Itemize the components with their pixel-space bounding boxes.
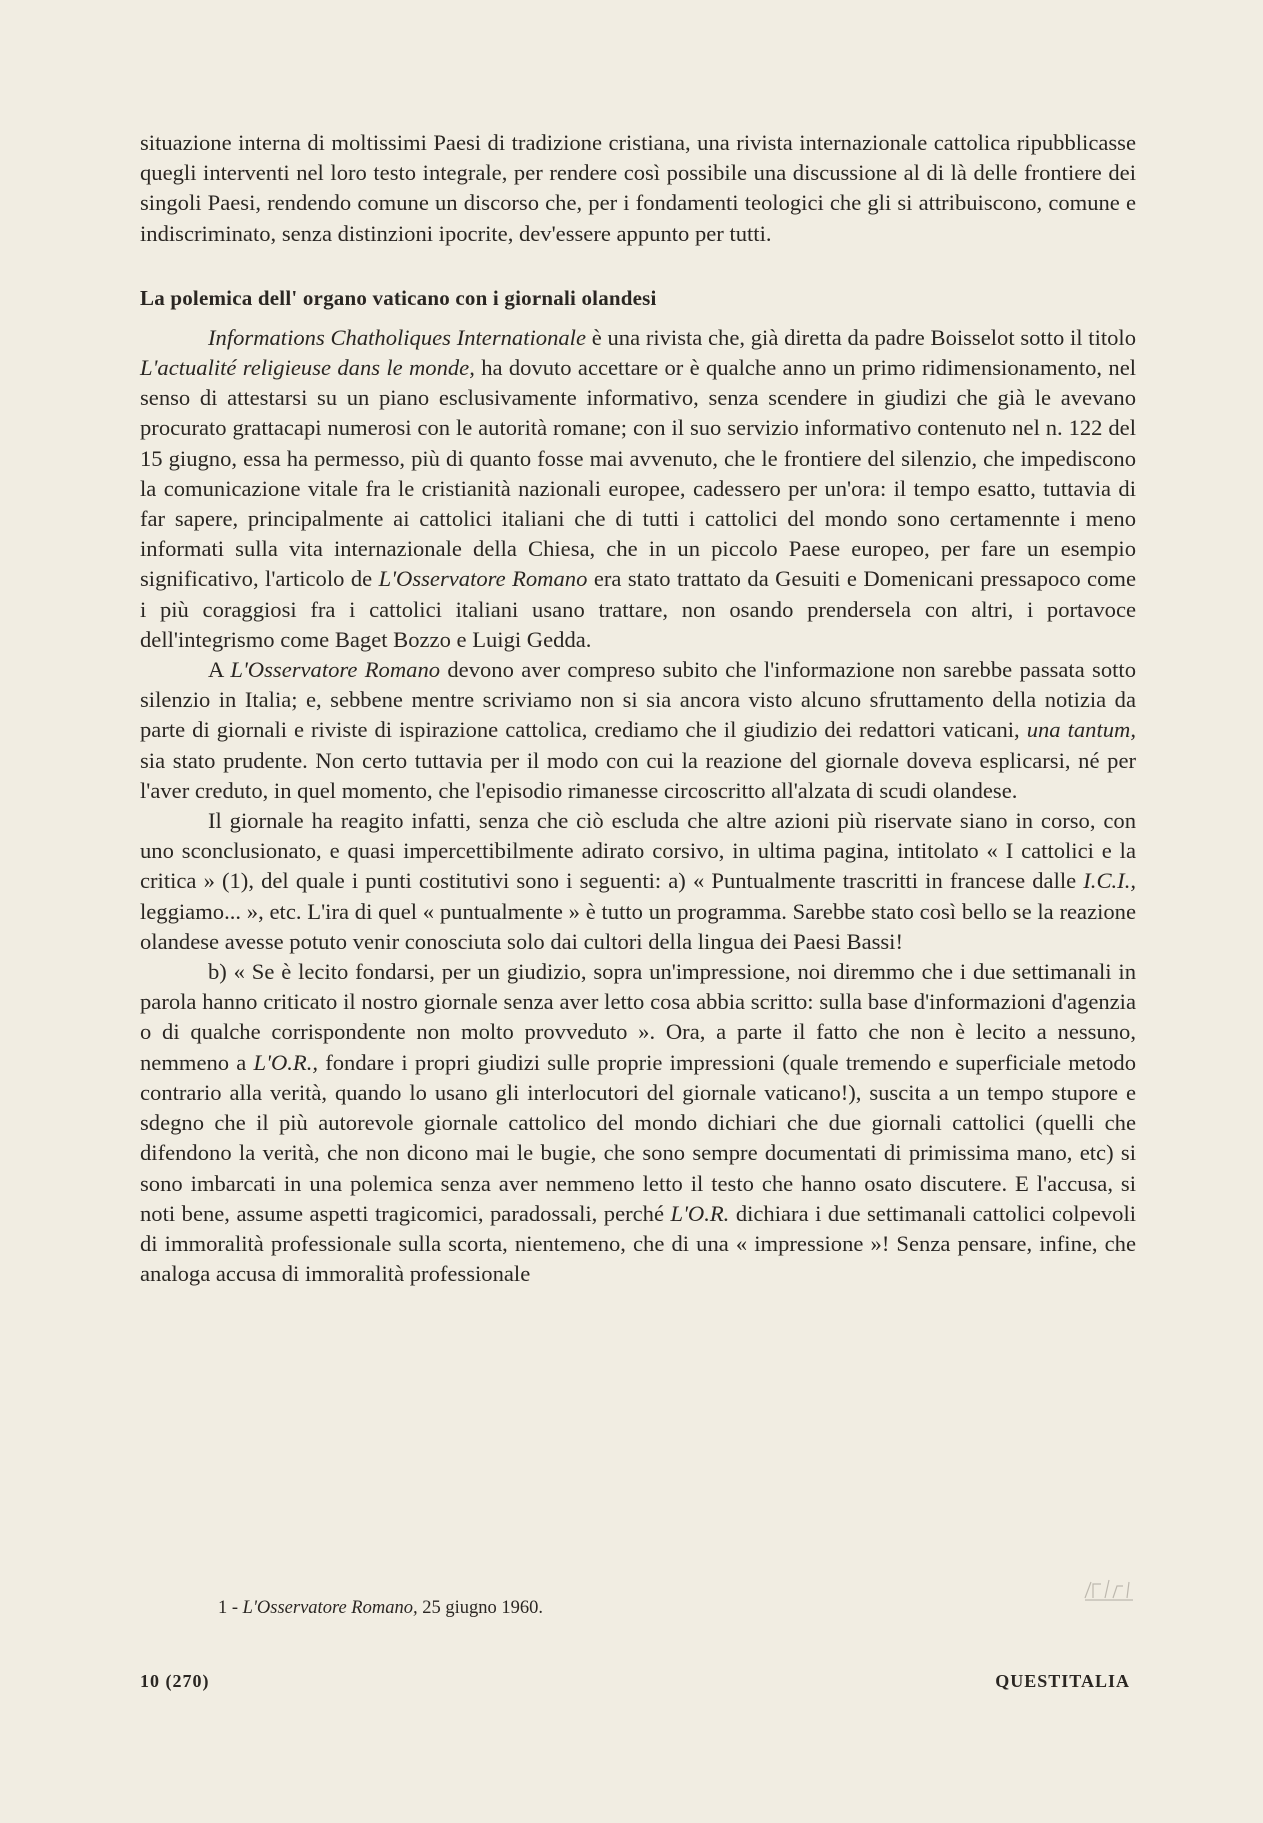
italic-phrase: L'O.R., xyxy=(253,1049,319,1075)
footnote-number: 1 - xyxy=(218,1598,243,1618)
paragraph-text: A xyxy=(208,657,231,683)
body-text xyxy=(140,128,1136,1289)
paragraph-text: b) « Se è lecito fondarsi, per un giudizio, sopra un'impressione, noi diremmo che i due settimanali in parola hanno criticato il nostro giornale senza aver letto cosa abbia scritto: sulla base d'informazioni d'agenzia o di qualche corrispondente non molto provveduto ». Ora, a parte il fatto che non è lecito a nessuno, nemmeno a xyxy=(140,959,1136,1075)
paragraph-text: situazione interna di moltissimi Paesi di tradizione cristiana, una rivista internazionale cattolica ripubblicasse quegli interventi nel loro testo integrale, per rendere così possibile una discussione al di là delle frontiere dei singoli Paesi, rendendo comune un discorso che, per i fondamenti teologici che gli si attribuiscono, comune e indiscriminato, senza distinzioni ipocrite, dev'essere appunto per tutti. xyxy=(140,130,1136,246)
footnote-title: L'Osservatore Romano, xyxy=(242,1598,418,1618)
paragraph-text: era stato trattato da Gesuiti e Domenicani pressapoco come i più coraggiosi fra i cattolici italiani usano trattare, non osando prendersela con altri, i portavoce dell'integrismo come Baget Bozzo e Luigi Gedda. xyxy=(140,566,1136,652)
section-heading: La polemica dell' organo vaticano con i giornali olandesi xyxy=(140,285,657,310)
paragraph-text: è una rivista che, già diretta da padre Boisselot sotto il titolo xyxy=(585,324,1136,350)
journal-title: L'actualité religieuse dans le monde, xyxy=(140,355,475,381)
journal-title: Informations Chatholiques Internationale xyxy=(208,324,586,350)
journal-title: L'Osservatore Romano xyxy=(378,566,588,592)
paragraph xyxy=(140,957,1136,1289)
footnote xyxy=(218,1596,543,1620)
paragraph-text: fondare i propri giudizi sulle proprie impressioni (quale tremendo e superficiale metodo contrario alla verità, quando lo usano gli interlocutori del giornale vaticano!), suscita a un tempo stupore e sdegno che il più autorevole giornale cattolico del mondo dichiari che due giornali cattolici (quelli che difendono la verità, che non dicono mai le bugie, che sono sempre documentati di primissima mano, etc) si sono imbarcati in una polemica senza aver nemmeno letto il testo che hanno osato discutere. E l'accusa, si noti bene, assume aspetti tragicomici, paradossali, perché xyxy=(140,1049,1137,1226)
journal-title: L'Osservatore Romano xyxy=(230,657,441,683)
paragraph-text: dichiara i due settimanali cattolici colpevoli di immoralità professionale sulla scorta, nientemeno, che di una « impressione »! Senza pensare, infine, che analoga accusa di immoralità professionale xyxy=(140,1200,1137,1287)
ink-smudge-icon xyxy=(1083,1578,1135,1602)
paragraph xyxy=(140,655,1136,806)
paragraph-text: leggiamo... », etc. L'ira di quel « puntualmente » è tutto un programma. Sarebbe stato così bello se la reazione olandese avesse potuto venir conosciuta solo dai cultori della lingua dei Paesi Bassi! xyxy=(140,898,1136,954)
italic-phrase: I.C.I., xyxy=(1083,868,1136,894)
running-footer-title: QUESTITALIA xyxy=(995,1671,1130,1691)
page-number: 10 (270) xyxy=(140,1671,210,1691)
footnote-text: 25 giugno 1960. xyxy=(417,1598,543,1618)
paragraph-text: ha dovuto accettare or è qualche anno un primo ridimensionamento, nel senso di attestarsi su un piano esclusivamente informativo, senza scendere in giudizi che già le avevano procurato grattacapi numerosi con le autorità romane; con il suo servizio informativo contenuto nel n. 122 del 15 giugno, essa ha permesso, più di quanto fosse mai avvenuto, che le frontiere del silenzio, che impediscono la comunicazione vitale fra le cristianità nazionali europee, cadessero per un'ora: il tempo esatto, tuttavia di far sapere, principalmente ai cattolici italiani che di tutti i cattolici del mondo sono certamennte i meno informati sulla vita internazionale della Chiesa, che in un piccolo Paese europeo, per fare un esempio significativo, l'articolo de xyxy=(140,355,1136,592)
paragraph-continuation xyxy=(140,128,1136,249)
paragraph-text: Il giornale ha reagito infatti, senza che ciò escluda che altre azioni più riservate siano in corso, con uno sconclusionato, e quasi impercettibilmente adirato corsivo, in ultima pagina, intitolato « I cattolici e la critica » (1), del quale i punti costitutivi sono i seguenti: a) « Puntualmente trascritti in francese dalle xyxy=(140,808,1136,894)
italic-phrase: una tantum, xyxy=(1026,717,1136,743)
paragraph xyxy=(140,806,1136,957)
paragraph xyxy=(140,323,1136,655)
italic-phrase: L'O.R. xyxy=(670,1200,730,1226)
paragraph-text: devono aver compreso subito che l'informazione non sarebbe passata sotto silenzio in Italia; e, sebbene mentre scriviamo non si sia ancora visto alcuno sfruttamento della notizia da parte di giornali e riviste di ispirazione cattolica, crediamo che il giudizio dei redattori vaticani, xyxy=(140,657,1137,743)
paragraph-text: sia stato prudente. Non certo tuttavia per il modo con cui la reazione del giornale doveva esplicarsi, né per l'aver creduto, in quel momento, che l'episodio rimanesse circoscritto all'alzata di scudi olandese. xyxy=(140,747,1136,803)
